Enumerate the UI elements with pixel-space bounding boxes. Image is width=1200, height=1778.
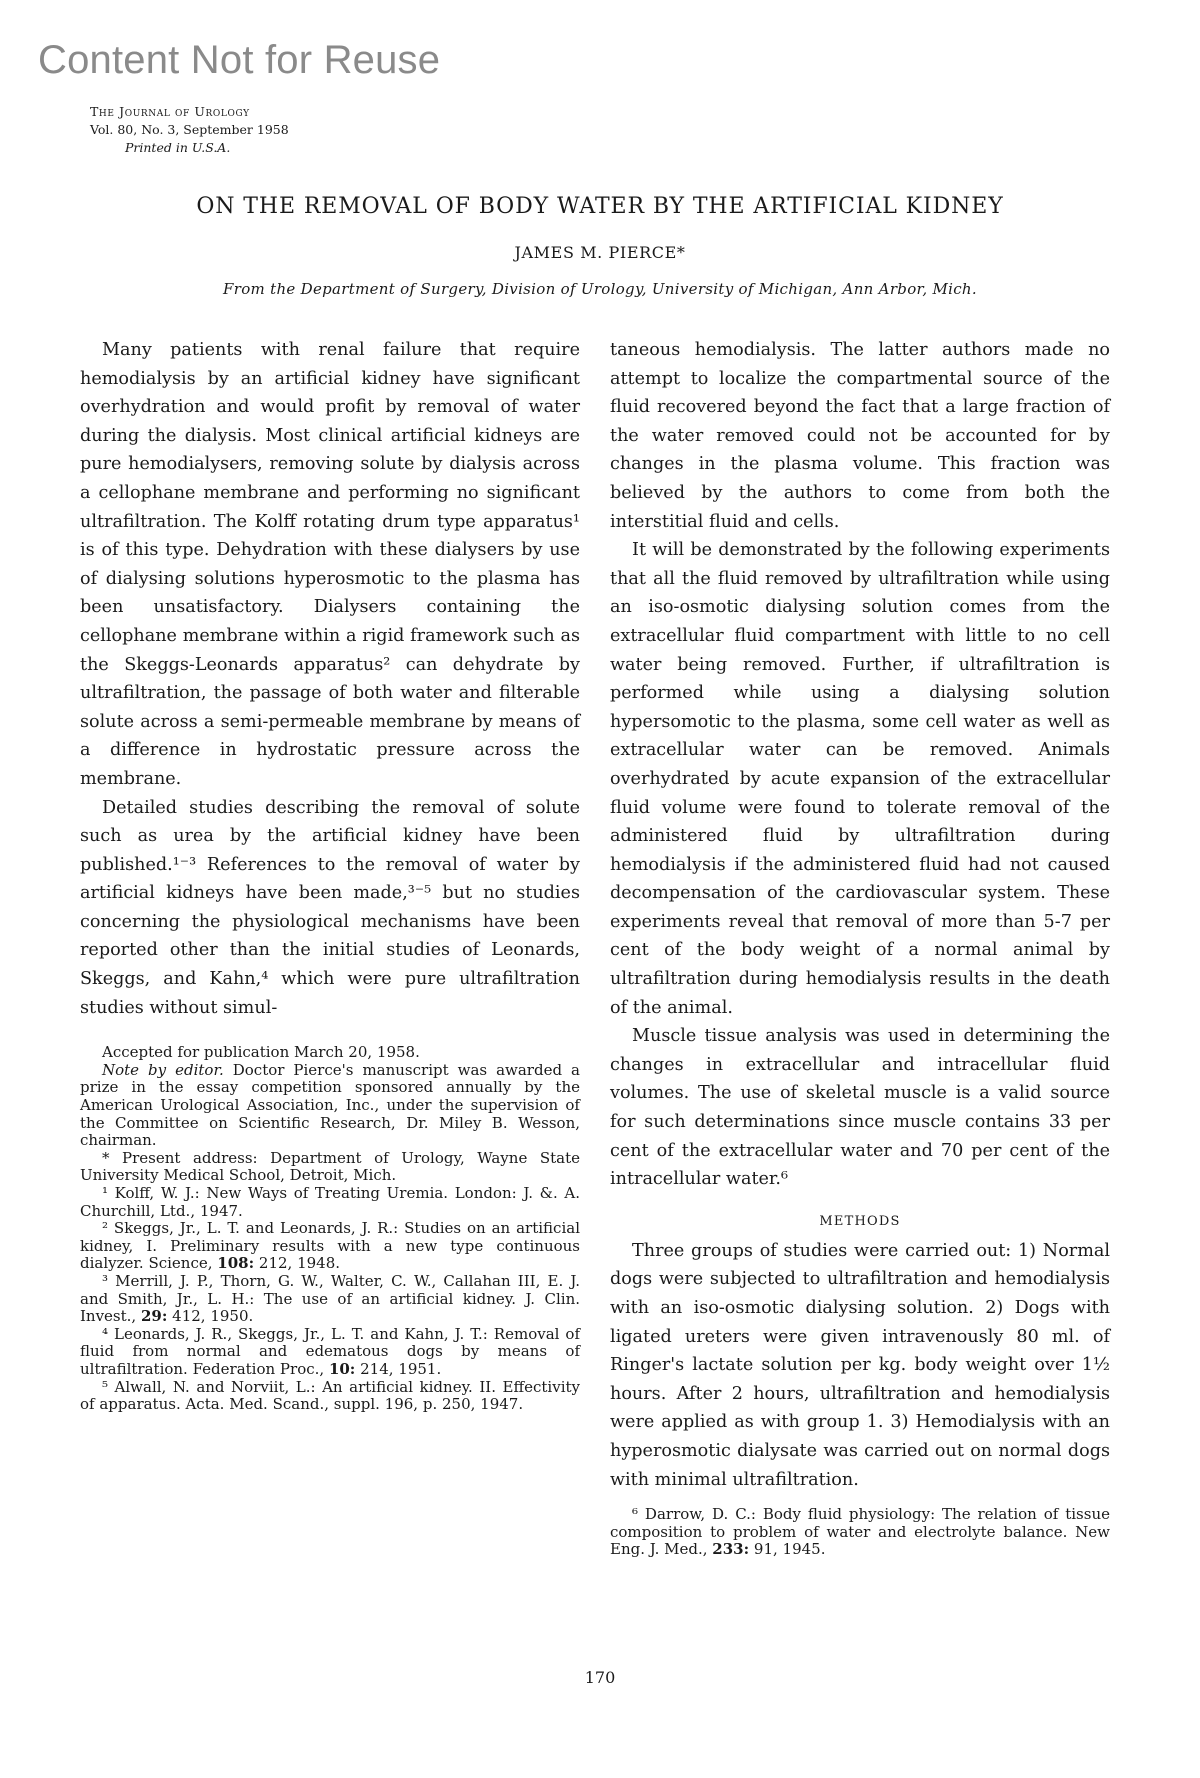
present-address-note: * Present address: Department of Urology, Wayne State University Medical School, Detroit, Mich. bbox=[80, 1148, 580, 1185]
author-affiliation: From the Department of Surgery, Division of Urology, University of Michigan, Ann Arbor, Mich. bbox=[223, 280, 977, 298]
page-number: 170 bbox=[584, 1668, 616, 1687]
reference-pages: 214, 1951. bbox=[355, 1359, 442, 1378]
body-paragraph: taneous hemodialysis. The latter authors made no attempt to localize the compartmental source of the fluid recovered beyond the fact that a large fraction of the water removed could not be accounted for by changes in the plasma volume. This fraction was believed by the authors to come from both the interstitial fluid and cells. bbox=[610, 340, 1110, 532]
printed-note: Printed in U.S.A. bbox=[125, 140, 231, 155]
watermark: Content Not for Reuse bbox=[38, 38, 441, 82]
reference-pages: 412, 1950. bbox=[167, 1307, 254, 1326]
reference-6 bbox=[610, 1506, 1110, 1559]
body-paragraph: Muscle tissue analysis was used in determining the changes in extracellular and intracellular fluid volumes. The use of skeletal muscle is a valid source for such determinations since muscle contains 33 per cent of the extracellular water and 70 per cent of the intracellular water.⁶ bbox=[610, 1026, 1110, 1190]
journal-header bbox=[90, 103, 289, 157]
right-column bbox=[610, 336, 1110, 1559]
article-author: JAMES M. PIERCE* bbox=[514, 243, 686, 262]
reference-volume: 10: bbox=[328, 1359, 356, 1378]
footnotes bbox=[80, 1044, 580, 1413]
body-paragraph: Three groups of studies were carried out: 1) Normal dogs were subjected to ultrafiltration and hemodialysis with an iso-osmotic dialysing solution. 2) Dogs with ligated ureters were given intravenously 80 ml. of Ringer's lactate solution per kg. body weight over 1½ hours. After 2 hours, ultrafiltration and hemodialysis were applied as with group 1. 3) Hemodialysis with an hyperosmotic dialysate was carried out on normal dogs with minimal ultrafiltration. bbox=[610, 1240, 1110, 1490]
left-column bbox=[80, 336, 580, 1414]
reference-text: ⁶ Darrow, D. C.: Body fluid physiology: The relation of tissue composition to problem of water and electrolyte balance. New Eng. J. Med., bbox=[610, 1505, 1110, 1559]
accepted-note: Accepted for publication March 20, 1958. bbox=[102, 1043, 420, 1062]
reference-5: ⁵ Alwall, N. and Norviit, L.: An artificial kidney. II. Effectivity of apparatus. Acta. Med. Scand., suppl. 196, p. 250, 1947. bbox=[80, 1377, 580, 1414]
section-heading-methods: METHODS bbox=[819, 1213, 901, 1229]
journal-name: The Journal of Urology bbox=[90, 104, 250, 119]
article-title: ON THE REMOVAL OF BODY WATER BY THE ARTIFICIAL KIDNEY bbox=[196, 194, 1004, 219]
reference-3 bbox=[80, 1273, 580, 1326]
reference-text: ³ Merrill, J. P., Thorn, G. W., Walter, C. W., Callahan III, E. J. and Smith, Jr., L. H.: The use of an artificial kidney. J. Clin. Invest., bbox=[80, 1271, 580, 1326]
editor-note bbox=[80, 1062, 580, 1150]
reference-text: ² Skeggs, Jr., L. T. and Leonards, J. R.: Studies on an artificial kidney, I. Preliminary results with a new type continuous dialyzer. Science, bbox=[80, 1219, 580, 1273]
body-paragraph: Detailed studies describing the removal of solute such as urea by the artificial kidney have been published.¹⁻³ References to the removal of water by artificial kidneys have been made,³⁻⁵ but no studies concerning the physiological mechanisms have been reported other than the initial studies of Leonards, Skeggs, and Kahn,⁴ which were pure ultrafiltration studies without simul- bbox=[80, 797, 580, 1018]
editor-note-text: Doctor Pierce's manuscript was awarded a prize in the essay competition sponsored annually by the American Urological Association, Inc., under the supervision of the Committee on Scientific Research, Dr. Miley B. Wesson, chairman. bbox=[80, 1060, 580, 1150]
reference-volume: 108: bbox=[217, 1254, 255, 1273]
reference-2 bbox=[80, 1220, 580, 1273]
reference-1: ¹ Kolff, W. J.: New Ways of Treating Uremia. London: J. &. A. Churchill, Ltd., 1947. bbox=[80, 1184, 580, 1220]
footnotes bbox=[610, 1506, 1110, 1559]
reference-volume: 29: bbox=[140, 1307, 168, 1326]
editor-note-label: Note by editor. bbox=[102, 1060, 224, 1079]
reference-4 bbox=[80, 1326, 580, 1379]
reference-text: ⁴ Leonards, J. R., Skeggs, Jr., L. T. and Kahn, J. T.: Removal of fluid from normal and edematous dogs by means of ultrafiltration. Federation Proc., bbox=[80, 1324, 580, 1378]
journal-volume: Vol. 80, No. 3, September 1958 bbox=[90, 122, 289, 137]
reference-volume: 233: bbox=[712, 1540, 750, 1559]
body-paragraph: It will be demonstrated by the following experiments that all the fluid removed by ultrafiltration while using an iso-osmotic dialysing solution comes from the extracellular fluid compartment with little to no cell water being removed. Further, if ultrafiltration is performed while using a dialysing solution hypersomotic to the plasma, some cell water as well as extracellular water can be removed. Animals overhydrated by acute expansion of the extracellular fluid volume were found to tolerate removal of the administered fluid by ultrafiltration during hemodialysis if the administered fluid had not caused decompensation of the cardiovascular system. These experiments reveal that removal of more than 5-7 per cent of the body weight of a normal animal by ultrafiltration during hemodialysis results in the death of the animal. bbox=[610, 540, 1110, 1018]
reference-pages: 91, 1945. bbox=[749, 1540, 826, 1559]
body-paragraph: Many patients with renal failure that require hemodialysis by an artificial kidney have significant overhydration and would profit by removal of water during the dialysis. Most clinical artificial kidneys are pure hemodialysers, removing solute by dialysis across a cellophane membrane and performing no significant ultrafiltration. The Kolff rotating drum type apparatus¹ is of this type. Dehydration with these dialysers by use of dialysing solutions hyperosmotic to the plasma has been unsatisfactory. Dialysers containing the cellophane membrane within a rigid framework such as the Skeggs-Leonards apparatus² can dehydrate by ultrafiltration, the passage of both water and filterable solute across a semi-permeable membrane by means of a difference in hydrostatic pressure across the membrane. bbox=[80, 340, 580, 789]
reference-pages: 212, 1948. bbox=[254, 1254, 341, 1273]
